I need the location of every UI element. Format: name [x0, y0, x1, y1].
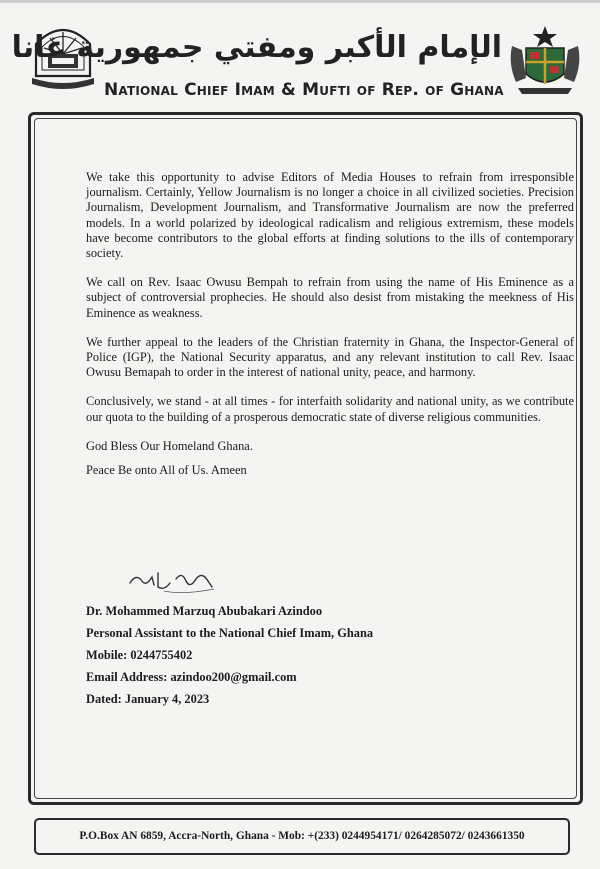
footer-contact: P.O.Box AN 6859, Accra-North, Ghana - Mob: +(233) 0244954171/ 0264285072/ 0243661350 — [34, 818, 570, 855]
blessing-ghana: God Bless Our Homeland Ghana. — [86, 438, 253, 453]
paragraph-conclusion: Conclusively, we stand - at all times - for interfaith solidarity and national unity, as we contribute our quota to the building of a prosperous democratic state of diverse religious communities. — [86, 394, 574, 424]
letter-body — [86, 170, 574, 487]
arabic-header-title: الإمام الأكبر ومفتي جمهورية غانا — [11, 30, 502, 65]
signatory-name: Dr. Mohammed Marzuq Abubakari Azindoo — [86, 604, 323, 618]
signatory-title: Personal Assistant to the National Chief Imam, Ghana — [86, 626, 374, 640]
blessing-peace: Peace Be onto All of Us. Ameen — [86, 463, 247, 478]
letter-date: Dated: January 4, 2023 — [86, 692, 210, 706]
english-header-title: National Chief Imam & Mufti of Rep. of Ghana — [104, 80, 504, 100]
ghana-coat-of-arms-icon — [506, 24, 584, 96]
paragraph-appeal: We further appeal to the leaders of the Christian fraternity in Ghana, the Inspector-General of Police (IGP), the National Security apparatus, and any relevant institution to call Rev. Isaac Owusu Bemapah to order in the interest of national unity, peace, and harmony. — [86, 334, 574, 380]
page-top-edge — [0, 0, 600, 3]
signatory-mobile: Mobile: 0244755402 — [86, 648, 193, 662]
signoff-block — [86, 600, 566, 710]
signatory-email: Email Address: azindoo200@gmail.com — [86, 670, 297, 684]
handwritten-signature — [124, 565, 224, 595]
paragraph-journalism: We take this opportunity to advise Editors of Media Houses to refrain from irresponsible journalism. Certainly, Yellow Journalism is no longer a choice in all civilized societies. Precision Journalism, Development Journalism, and Transformative Journalism are now the preferred models. In a world polarized by ideological radicalism and religious extremism, these models have become contributors to the global efforts at finding solutions to the ills of contemporary society. — [86, 170, 574, 261]
paragraph-prophecies: We call on Rev. Isaac Owusu Bempah to refrain from using the name of His Eminence as a subject of controversial prophecies. He should also desist from mistaking the meekness of His Eminence as weakness. — [86, 275, 574, 320]
